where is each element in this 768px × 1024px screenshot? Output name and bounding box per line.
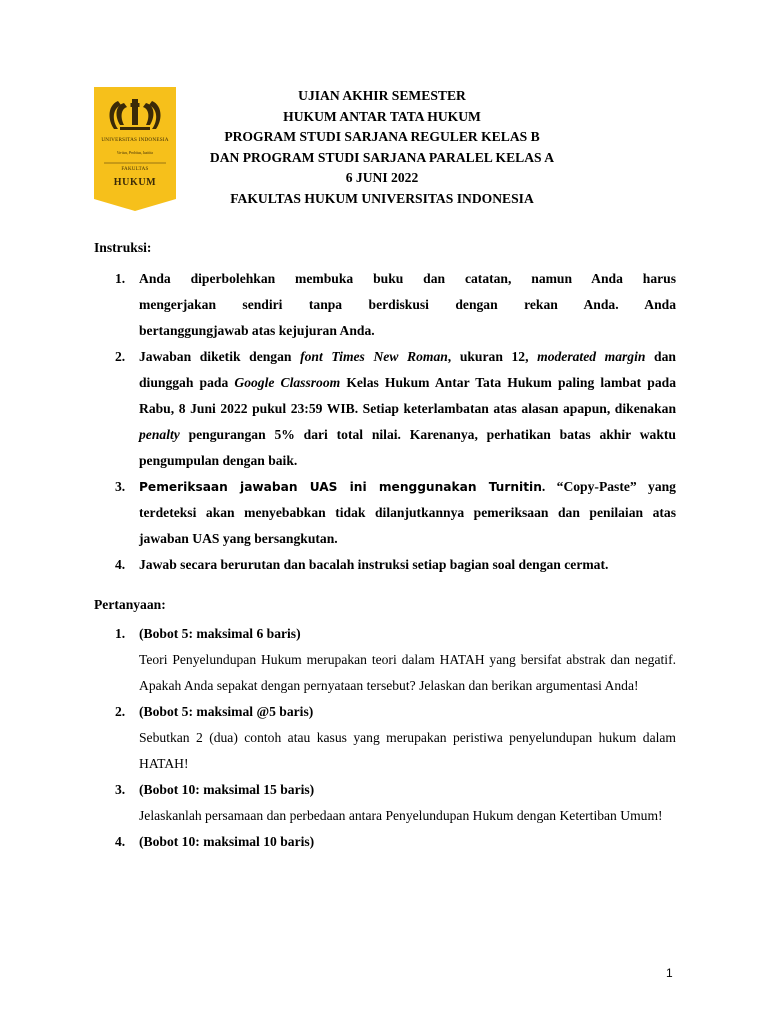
faculty-logo <box>94 87 176 211</box>
instructions-title: Instruksi: <box>94 240 152 255</box>
question-text: Jelaskanlah persamaan dan perbedaan antara Penyelundupan Hukum dengan Ketertiban Umum! <box>139 808 663 823</box>
list-item <box>94 552 676 578</box>
text-run: pengurangan 5% dari total nilai. Karenanya, perhatikan batas akhir waktu pengumpulan dengan baik. <box>139 427 676 468</box>
list-number: 4. <box>115 557 126 572</box>
list-number: 4. <box>115 834 126 849</box>
logo-university-name: UNIVERSITAS INDONESIA <box>101 137 169 143</box>
instruction-line: Anda diperbolehkan membuka buku dan catatan, namun Anda harus <box>139 271 676 286</box>
logo-motto: Veritas, Probitas, Iustitia <box>116 151 153 155</box>
list-item <box>94 344 676 474</box>
text-run: Kelas Hukum Antar Tata Hukum paling lambat pada Rabu, 8 Juni 2022 pukul 23:59 WIB. Setiap keterlambatan atas alasan apapun, dikenakan <box>139 375 676 416</box>
question-weight: (Bobot 10: maksimal 15 baris) <box>139 782 315 797</box>
header-line-faculty: FAKULTAS HUKUM UNIVERSITAS INDONESIA <box>230 190 534 206</box>
italic-run: penalty <box>139 427 180 442</box>
question-text: Sebutkan 2 (dua) contoh atau kasus yang merupakan peristiwa penyelundupan hukum dalam HATAH! <box>139 730 676 771</box>
list-item <box>94 699 676 777</box>
instruction-text <box>139 474 676 552</box>
text-run: dan diunggah pada <box>139 349 676 390</box>
text-run: Pemeriksaan jawaban UAS ini menggunakan Turnitin <box>139 480 542 494</box>
list-number: 1. <box>115 271 126 286</box>
exam-header <box>180 86 584 209</box>
instructions-list <box>94 266 676 578</box>
instruction-text <box>139 344 676 474</box>
page-number: 1 <box>666 966 673 980</box>
instruction-text: Jawab secara berurutan dan bacalah instruksi setiap bagian soal dengan cermat. <box>139 557 609 572</box>
instruction-line: bertanggungjawab atas kejujuran Anda. <box>139 323 375 338</box>
logo-faculty-name: HUKUM <box>113 177 157 188</box>
university-emblem-icon <box>94 87 176 211</box>
list-item <box>94 266 676 344</box>
header-line-date: 6 JUNI 2022 <box>345 170 419 185</box>
list-number: 3. <box>115 782 126 797</box>
italic-run: font Times New Roman <box>300 349 448 364</box>
question-text: Teori Penyelundupan Hukum merupakan teori dalam HATAH yang bersifat abstrak dan negatif. Apakah Anda sepakat dengan pernyataan tersebut? Jelaskan dan berikan argumentasi Anda! <box>139 652 676 693</box>
list-number: 2. <box>115 349 126 364</box>
italic-run: Google Classroom <box>234 375 341 390</box>
instruction-line: mengerjakan sendiri tanpa berdiskusi dengan rekan Anda. Anda <box>139 297 676 312</box>
list-number: 3. <box>115 479 126 494</box>
question-weight: (Bobot 10: maksimal 10 baris) <box>139 834 315 849</box>
list-item <box>94 829 676 855</box>
header-line-program-paralel: DAN PROGRAM STUDI SARJANA PARALEL KELAS A <box>209 149 555 165</box>
list-item <box>94 621 676 699</box>
header-line-program-reguler: PROGRAM STUDI SARJANA REGULER KELAS B <box>224 129 540 144</box>
text-run: Jawaban diketik dengan <box>139 349 301 364</box>
text-run: , ukuran 12, <box>447 349 538 364</box>
list-item <box>94 777 676 829</box>
header-line-course: HUKUM ANTAR TATA HUKUM <box>283 108 481 124</box>
question-weight: (Bobot 5: maksimal 6 baris) <box>139 626 301 641</box>
instruction-text <box>139 266 676 344</box>
header-line-exam-type: UJIAN AKHIR SEMESTER <box>298 88 466 103</box>
italic-run: moderated margin <box>537 349 646 364</box>
logo-faculty-label: FAKULTAS <box>121 167 149 172</box>
list-item <box>94 474 676 552</box>
questions-title: Pertanyaan: <box>94 597 166 612</box>
questions-list <box>94 621 676 855</box>
question-weight: (Bobot 5: maksimal @5 baris) <box>139 704 314 719</box>
text-run: . “Copy-Paste” yang terdeteksi akan menyebabkan tidak dilanjutkannya pemeriksaan dan penilaian atas jawaban UAS yang bersangkutan. <box>139 479 676 546</box>
list-number: 1. <box>115 626 126 641</box>
list-number: 2. <box>115 704 126 719</box>
